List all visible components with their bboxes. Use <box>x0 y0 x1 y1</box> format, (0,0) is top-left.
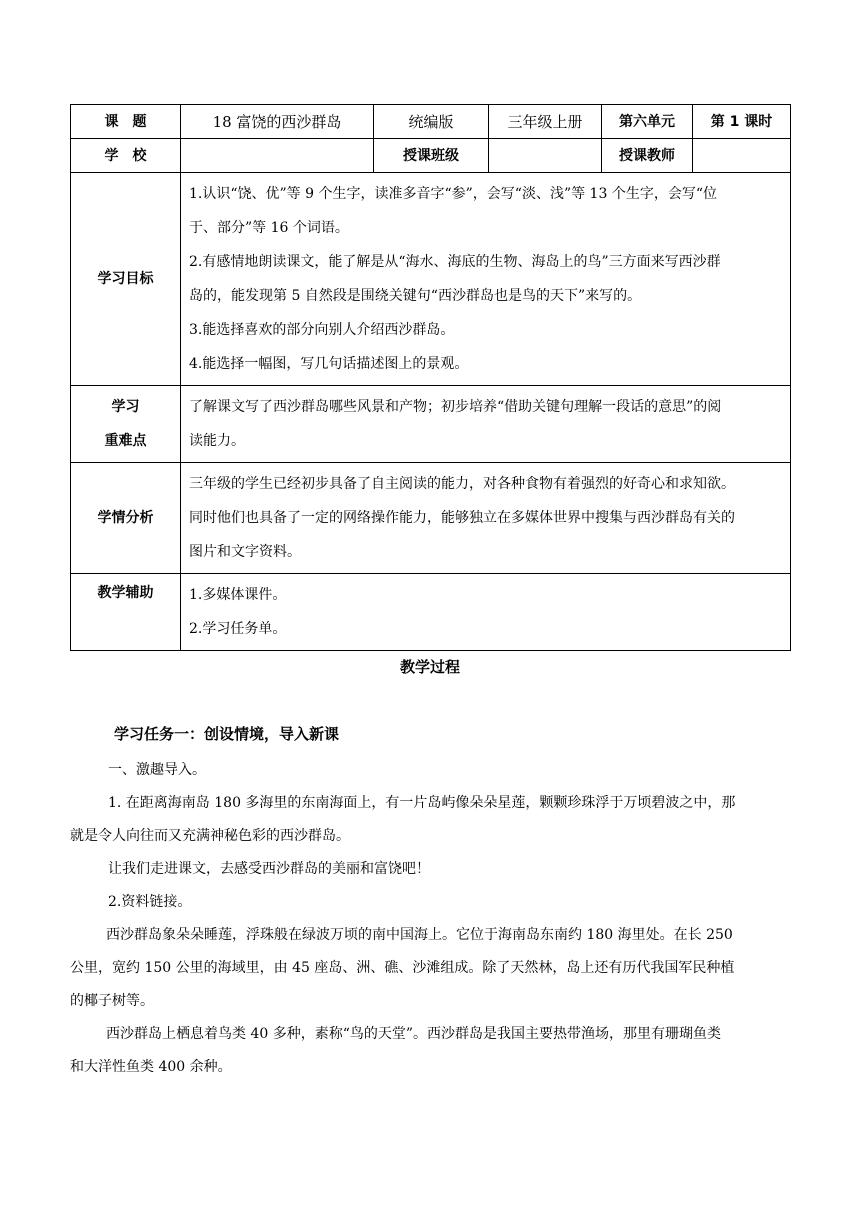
analysis-line: 三年级的学生已经初步具备了自主阅读的能力，对各种食物有着强烈的好奇心和求知欲。 <box>189 476 735 492</box>
difficulty-label-line2: 重难点 <box>104 433 147 449</box>
school-value <box>181 139 374 173</box>
section-title: 教学过程 <box>399 658 460 676</box>
table-row <box>71 173 791 386</box>
unit-cell: 第六单元 <box>602 105 693 139</box>
paragraph: 1. 在距离海南岛 180 多海里的东南海面上，有一片岛屿像朵朵星莲，颗颗珍珠浮于万顷碧波之中，那 <box>108 795 736 811</box>
table-row <box>71 463 791 574</box>
paragraph: 一、激趣导入。 <box>108 762 206 778</box>
paragraph: 让我们走进课文，去感受西沙群岛的美丽和富饶吧！ <box>108 861 430 877</box>
paragraph: 和大洋性鱼类 400 余种。 <box>70 1059 232 1075</box>
difficulty-label-line1: 学习 <box>111 399 140 415</box>
grade-cell: 三年级上册 <box>489 105 602 139</box>
goals-line: 于、部分”等 16 个词语。 <box>189 220 349 236</box>
aids-label: 教学辅助 <box>71 574 181 651</box>
paragraph: 的椰子树等。 <box>70 993 154 1009</box>
aids-content <box>181 574 791 651</box>
lesson-title: 18 富饶的西沙群岛 <box>181 105 374 139</box>
teacher-label: 授课教师 <box>602 139 693 173</box>
table-row <box>71 105 791 139</box>
class-label: 授课班级 <box>374 139 489 173</box>
paragraph: 西沙群岛象朵朵睡莲，浮珠般在绿波万顷的南中国海上。它位于海南岛东南约 180 海里处。在长 250 <box>106 927 733 943</box>
goals-label: 学习目标 <box>71 173 181 386</box>
process-body <box>70 718 790 1084</box>
lesson-period-cell: 第 1 课时 <box>693 105 791 139</box>
table-row <box>71 139 791 173</box>
analysis-content <box>181 463 791 574</box>
analysis-label: 学情分析 <box>71 463 181 574</box>
analysis-line: 同时他们也具备了一定的网络操作能力，能够独立在多媒体世界中搜集与西沙群岛有关的 <box>189 510 735 526</box>
goals-content <box>181 173 791 386</box>
goals-line: 3.能选择喜欢的部分向别人介绍西沙群岛。 <box>189 322 455 338</box>
goals-line: 2.有感情地朗读课文，能了解是从“海水、海底的生物、海岛上的鸟”三方面来写西沙群 <box>189 254 721 270</box>
difficulty-line: 读能力。 <box>189 433 245 449</box>
teacher-value <box>693 139 791 173</box>
paragraph: 公里，宽约 150 公里的海域里，由 45 座岛、洲、礁、沙滩组成。除了天然林，岛上还有历代我国军民种植 <box>70 960 735 976</box>
analysis-line: 图片和文字资料。 <box>189 544 301 560</box>
table-row <box>71 386 791 463</box>
task-heading: 学习任务一：创设情境，导入新课 <box>114 725 340 743</box>
class-value <box>489 139 602 173</box>
goals-line: 1.认识“饶、优”等 9 个生字，读准多音字“参”，会写“淡、浅”等 13 个生字，会写“位 <box>189 186 717 202</box>
edition-cell: 统编版 <box>374 105 489 139</box>
paragraph: 2.资料链接。 <box>108 894 192 910</box>
aids-line: 2.学习任务单。 <box>189 621 287 637</box>
topic-label: 课 题 <box>71 105 181 139</box>
paragraph: 就是令人向往而又充满神秘色彩的西沙群岛。 <box>70 828 350 844</box>
table-row <box>71 574 791 651</box>
goals-line: 4.能选择一幅图，写几句话描述图上的景观。 <box>189 356 469 372</box>
difficulty-line: 了解课文写了西沙群岛哪些风景和产物；初步培养“借助关键句理解一段话的意思”的阅 <box>189 399 722 415</box>
difficulty-label <box>71 386 181 463</box>
lesson-info-table <box>70 104 791 651</box>
goals-line: 岛的，能发现第 5 自然段是围绕关键句“西沙群岛也是鸟的天下”来写的。 <box>189 288 642 304</box>
school-label: 学 校 <box>71 139 181 173</box>
paragraph: 西沙群岛上栖息着鸟类 40 多种，素称“鸟的天堂”。西沙群岛是我国主要热带渔场，那里有珊瑚鱼类 <box>106 1026 722 1042</box>
aids-line: 1.多媒体课件。 <box>189 587 287 603</box>
difficulty-content <box>181 386 791 463</box>
